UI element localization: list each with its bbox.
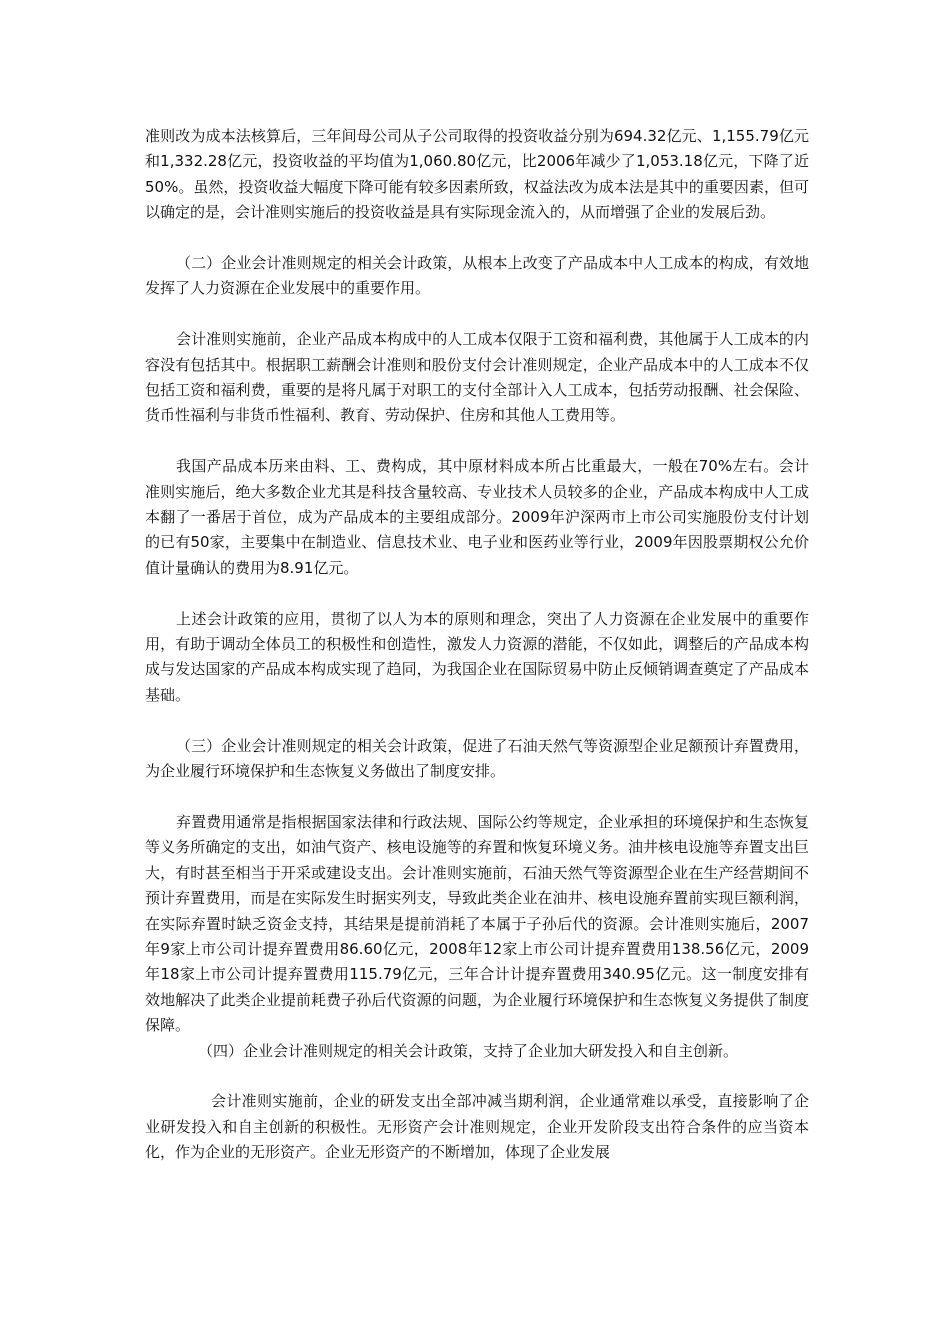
paragraph-disposal-costs: 弃置费用通常是指根据国家法律和行政法规、国际公约等规定，企业承担的环境保护和生态恢复等义务所确定的支出，如油气资产、核电设施等的弃置和恢复环境义务。油井核电设施等弃置支出巨大，有时甚至相当于开采或建设支出。会计准则实施前，石油天然气等资源型企业在生产经营期间不预计弃置费用，而是在实际发生时据实列支，导致此类企业在油井、核电设施弃置前实现巨额利润，在实际弃置时缺乏资金支持，其结果是提前消耗了本属于子孙后代的资源。会计准则实施后，2007年9家上市公司计提弃置费用86.60亿元，2008年12家上市公司计提弃置费用138.56亿元，2009年18家上市公司计提弃置费用115.79亿元，三年合计计提弃置费用340.95亿元。这一制度安排有效地解决了此类企业提前耗费子孙后代资源的问题，为企业履行环境保护和生态恢复义务提供了制度保障。 — [145, 812, 809, 1035]
paragraph-policy-application: 上述会计政策的应用，贯彻了以人为本的原则和理念，突出了人力资源在企业发展中的重要作用，有助于调动全体员工的积极性和创造性，激发人力资源的潜能，不仅如此，调整后的产品成本构成与发达国家的产品成本构成实现了趋同，为我国企业在国际贸易中防止反倾销调查奠定了产品成本基础。 — [145, 609, 809, 704]
paragraph-labor-cost-before: 会计准则实施前，企业产品成本构成中的人工成本仅限于工资和福利费，其他属于人工成本的内容没有包括其中。根据职工薪酬会计准则和股份支付会计准则规定，企业产品成本中的人工成本不仅包括工资和福利费，重要的是将凡属于对职工的支付全部计入人工成本，包括劳动报酬、社会保险、货币性福利与非货币性福利、教育、劳动保护、住房和其他人工费用等。 — [145, 330, 809, 425]
section-heading-2: （二）企业会计准则规定的相关会计政策，从根本上改变了产品成本中人工成本的构成，有效地发挥了人力资源在企业发展中的重要作用。 — [145, 254, 809, 298]
paragraph-product-cost-structure: 我国产品成本历来由料、工、费构成，其中原材料成本所占比重最大，一般在70%左右。会计准则实施后，绝大多数企业尤其是科技含量较高、专业技术人员较多的企业，产品成本构成中人工成本翻了一番居于首位，成为产品成本的主要组成部分。2009年沪深两市上市公司实施股份支付计划的已有50家，主要集中在制造业、信息技术业、电子业和医药业等行业，2009年因股票期权公允价值计量确认的费用为8.91亿元。 — [145, 457, 809, 577]
section-heading-4: （四）企业会计准则规定的相关会计政策，支持了企业加大研发投入和自主创新。 — [198, 1041, 739, 1060]
paragraph-investment-income: 准则改为成本法核算后，三年间母公司从子公司取得的投资收益分别为694.32亿元、1,155.79亿元和1,332.28亿元，投资收益的平均值为1,060.80亿元，比2006年减少了1,053.18亿元，下降了近50%。虽然，投资收益大幅度下降可能有较多因素所致，权益法改为成本法是其中的重要因素，但可以确定的是，会计准则实施后的投资收益是具有实际现金流入的，从而增强了企业的发展后劲。 — [145, 127, 809, 222]
section-heading-3: （三）企业会计准则规定的相关会计政策，促进了石油天然气等资源型企业足额预计弃置费用，为企业履行环境保护和生态恢复义务做出了制度安排。 — [145, 736, 809, 781]
document-body — [145, 124, 809, 1166]
paragraph-rd-expenditure: 会计准则实施前，企业的研发支出全部冲减当期利润，企业通常难以承受，直接影响了企业研发投入和自主创新的积极性。无形资产会计准则规定，企业开发阶段支出符合条件的应当资本化，作为企业的无形资产。企业无形资产的不断增加，体现了企业发展 — [145, 1092, 809, 1162]
